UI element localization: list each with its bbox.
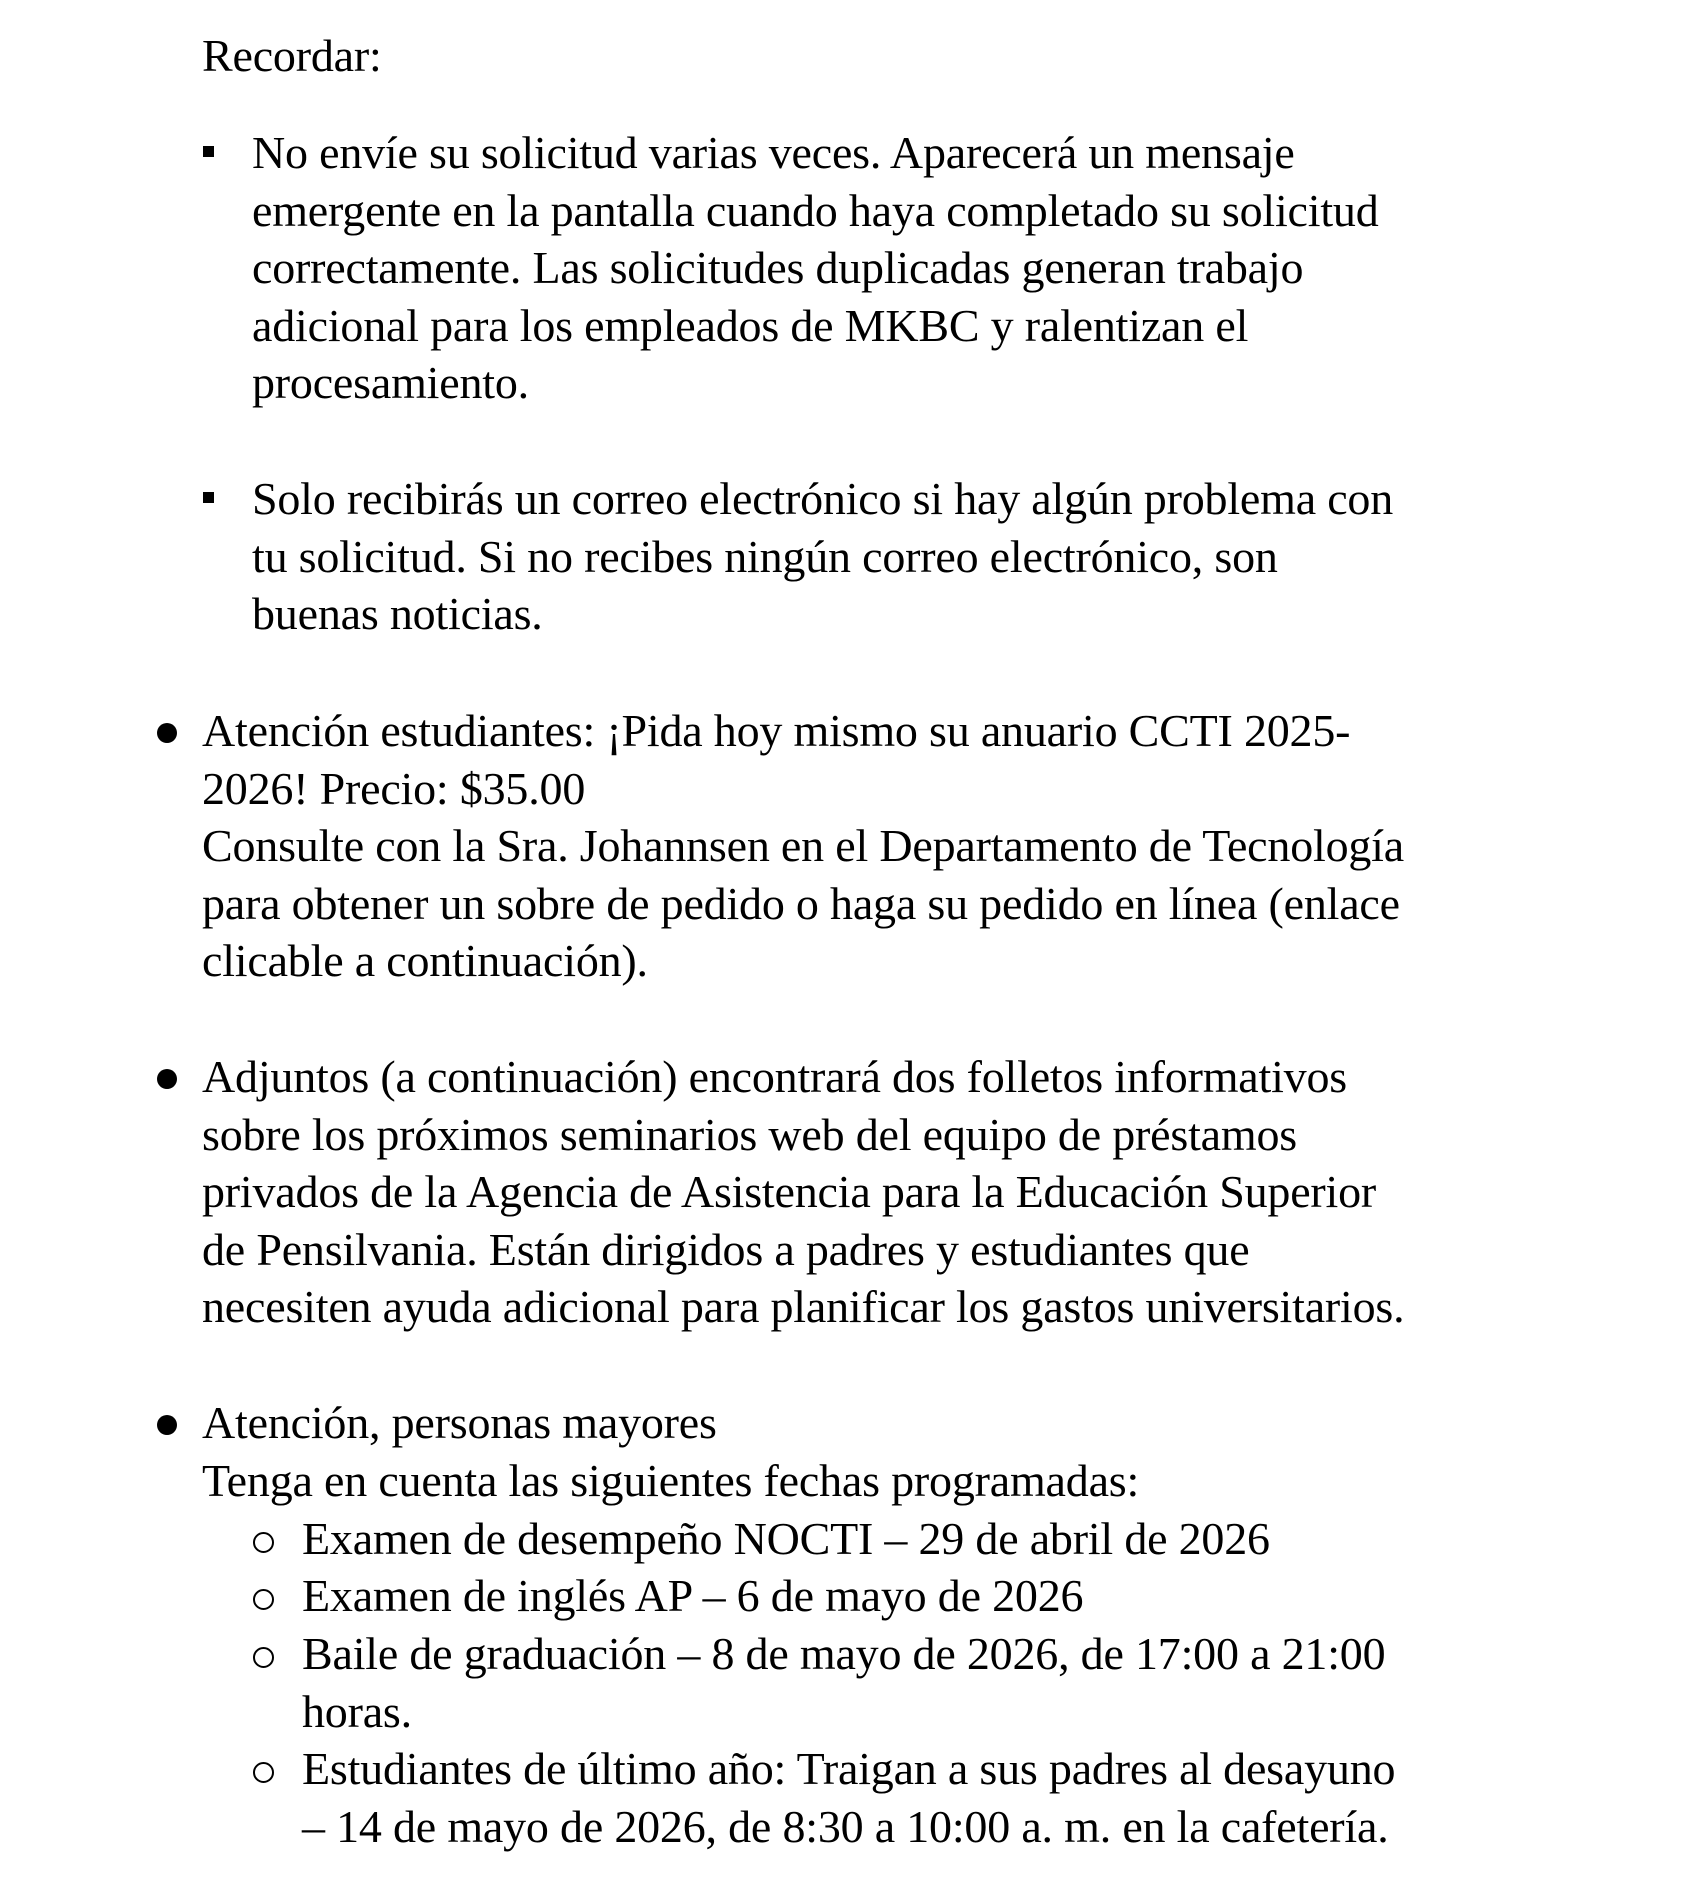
disc-bullet-icon	[157, 723, 177, 743]
circle-bullet-icon	[253, 1532, 274, 1553]
announcement-line: necesiten ayuda adicional para planificar los gastos universitarios.	[202, 1281, 1405, 1332]
reminder-line: tu solicitud. Si no recibes ningún correo electrónico, son	[252, 530, 1278, 582]
schedule-item-nocti	[302, 1510, 1270, 1568]
schedule-item-senior-breakfast	[302, 1740, 1395, 1855]
announcement-line: Consulte con la Sra. Johannsen en el Departamento de Tecnología	[202, 820, 1404, 871]
reminder-line: emergente en la pantalla cuando haya completado su solicitud	[252, 184, 1379, 236]
square-bullet-icon	[203, 146, 214, 157]
disc-bullet-icon	[157, 1069, 177, 1089]
announcement-line: de Pensilvania. Están dirigidos a padres y estudiantes que	[202, 1223, 1250, 1275]
announcement-line: 2026! Precio: $35.00	[202, 762, 586, 814]
announcement-line: Adjuntos (a continuación) encontrará dos folletos informativos	[202, 1051, 1347, 1102]
schedule-item-ap-english	[302, 1567, 1083, 1625]
announcement-line: clicable a continuación).	[202, 935, 648, 986]
square-bullet-icon	[203, 492, 214, 503]
announcement-line: Tenga en cuenta las siguientes fechas programadas:	[202, 1454, 1140, 1506]
schedule-line: horas.	[302, 1685, 412, 1737]
announcement-line: Atención estudiantes: ¡Pida hoy mismo su anuario CCTI 2025-	[202, 705, 1351, 756]
announcement-attachments	[202, 1048, 1404, 1336]
circle-bullet-icon	[253, 1762, 274, 1783]
announcement-line: privados de la Agencia de Asistencia para la Educación Superior	[202, 1166, 1377, 1217]
reminder-line: adicional para los empleados de MKBC y ralentizan el	[252, 299, 1249, 351]
reminder-line: Solo recibirás un correo electrónico si hay algún problema con	[252, 473, 1394, 524]
schedule-item-prom	[302, 1625, 1385, 1740]
reminder-line: buenas noticias.	[252, 588, 543, 639]
schedule-line: Examen de desempeño NOCTI – 29 de abril de 2026	[302, 1513, 1270, 1564]
announcement-line: Atención, personas mayores	[202, 1397, 717, 1448]
schedule-line: Baile de graduación – 8 de mayo de 2026, de 17:00 a 21:00	[302, 1628, 1386, 1679]
schedule-line: Examen de inglés AP – 6 de mayo de 2026	[302, 1570, 1084, 1621]
circle-bullet-icon	[253, 1589, 274, 1610]
reminder-line: No envíe su solicitud varias veces. Aparecerá un mensaje	[252, 127, 1295, 178]
reminder-heading	[202, 27, 382, 85]
reminder-item	[252, 470, 1393, 643]
announcement-line: sobre los próximos seminarios web del equipo de préstamos	[202, 1108, 1297, 1160]
heading-text: Recordar:	[202, 30, 382, 81]
announcement-seniors	[202, 1394, 1139, 1509]
reminder-line: procesamiento.	[252, 357, 529, 408]
circle-bullet-icon	[253, 1647, 274, 1668]
disc-bullet-icon	[157, 1415, 177, 1435]
schedule-line: Estudiantes de último año: Traigan a sus padres al desayuno	[302, 1743, 1396, 1794]
reminder-item	[252, 124, 1379, 412]
announcement-yearbook	[202, 702, 1404, 990]
reminder-line: correctamente. Las solicitudes duplicadas generan trabajo	[252, 242, 1304, 293]
announcement-line: para obtener un sobre de pedido o haga su pedido en línea (enlace	[202, 877, 1400, 929]
schedule-line: – 14 de mayo de 2026, de 8:30 a 10:00 a. m. en la cafetería.	[302, 1800, 1389, 1852]
